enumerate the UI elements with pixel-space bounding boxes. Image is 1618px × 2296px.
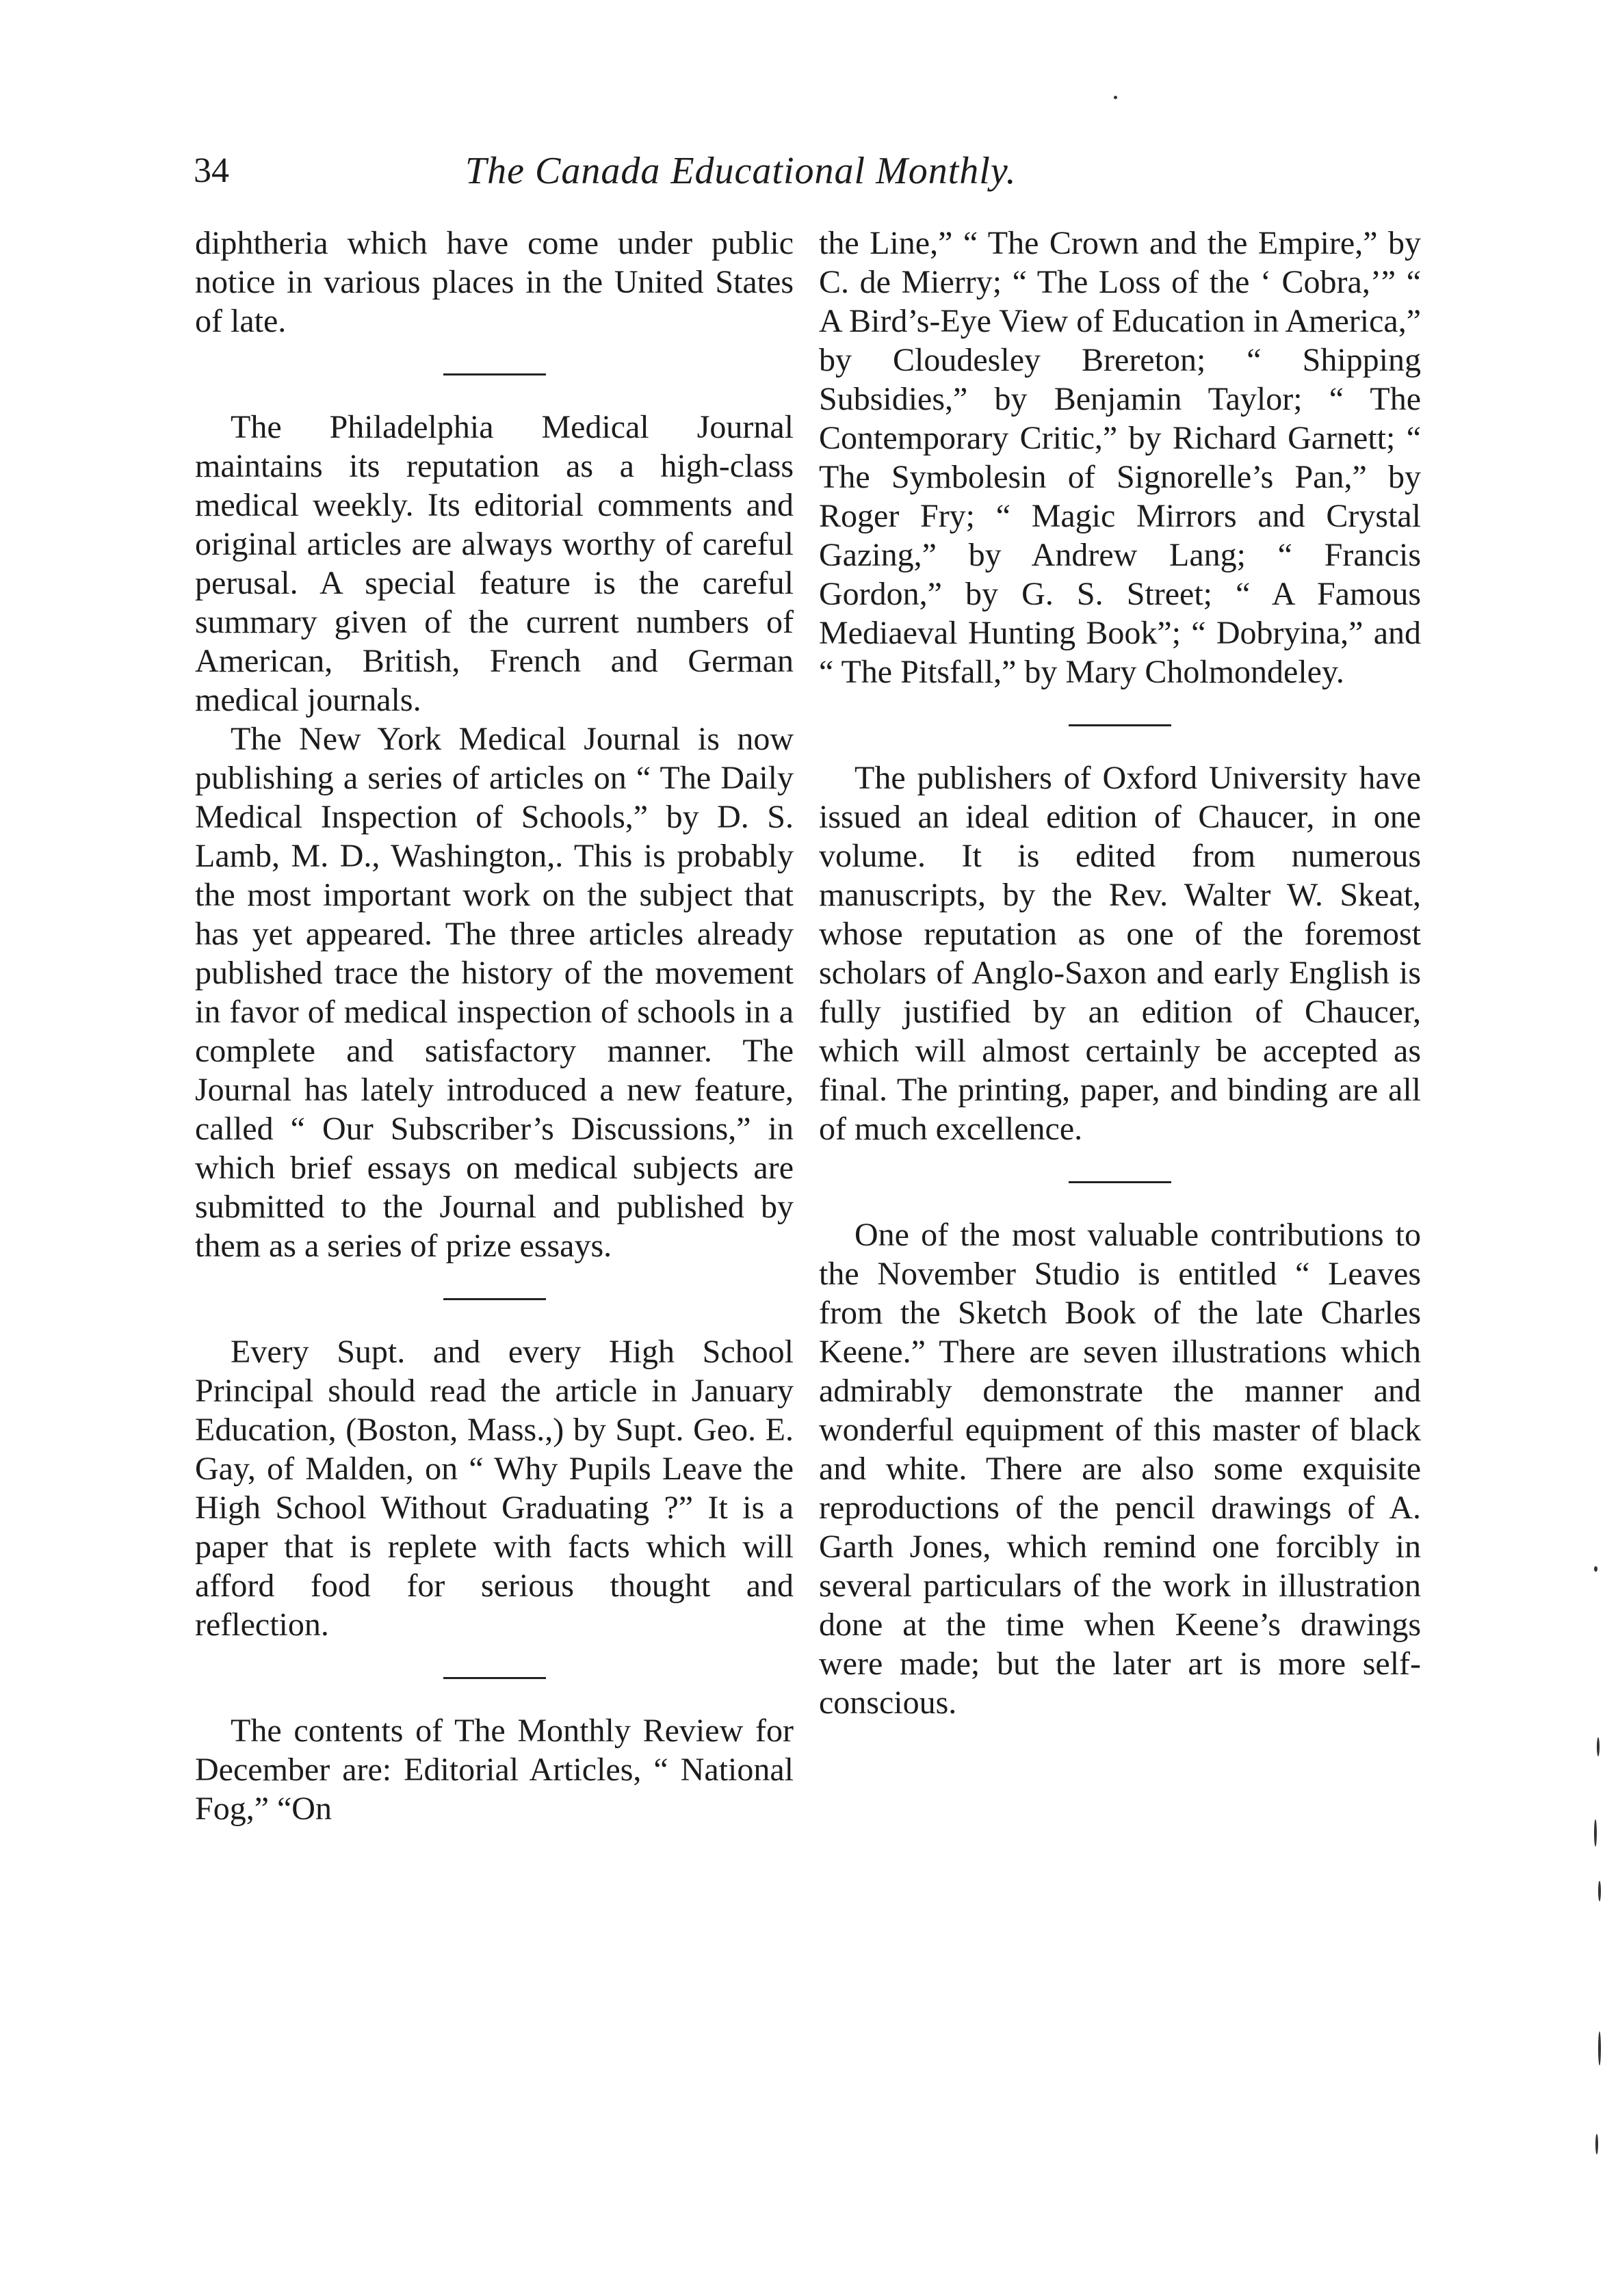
section-divider <box>443 1298 546 1300</box>
paragraph-studio-keene: One of the most valuable contributions to the November Studio is entitled “ Leaves from the Sketch Book of the late Charles Keene.” There are seven illustrations which admirably demonstrate the manner and wonderful equipment of this master of black and white. There are also some exquisite reproductions of the pencil drawings of A. Garth Jones, which remind one forcibly in several particulars of the work in illustration done at the time when Keene’s drawings were made; but the later art is more self-conscious. <box>819 1217 1421 1721</box>
scan-speck <box>1594 1566 1597 1572</box>
left-column <box>195 224 794 1828</box>
section-divider <box>1069 724 1171 726</box>
scan-speck <box>1594 1819 1597 1847</box>
paragraph-monthly-review-continued: the Line,” “ The Crown and the Empire,” by C. de Mierry; “ The Loss of the ‘ Cobra,’” “ A Bird’s-Eye View of Education in America,” by Cloudesley Brereton; “ Shipping Subsidies,” by Benjamin Taylor; “ The Contemporary Critic,” by Richard Garnett; “ The Symbolesin of Signorelle’s Pan,” by Roger Fry; “ Magic Mirrors and Crystal Gazing,” by Andrew Lang; “ Francis Gordon,” by G. S. Street; “ A Famous Mediaeval Hunting Book”; “ Dobryina,” and “ The Pitsfall,” by Mary Cholmondeley. <box>819 225 1422 690</box>
page-number: 34 <box>194 151 229 190</box>
scan-speck <box>1598 2031 1601 2066</box>
scan-speck <box>1597 1737 1600 1756</box>
section-divider <box>443 373 546 375</box>
right-column <box>819 224 1421 1722</box>
paragraph-high-school-principal: Every Supt. and every High School Principal should read the article in January Education, (Boston, Mass.,) by Supt. Geo. E. Gay, of Malden, on “ Why Pupils Leave the High School Without Graduating ?” It is a paper that is replete with facts which will afford food for serious thought and reflection. <box>195 1334 794 1643</box>
section-divider <box>1069 1181 1171 1183</box>
scan-speck <box>1598 1881 1601 1901</box>
paragraph-new-york-medical-journal: The New York Medical Journal is now publishing a series of articles on “ The Daily Medical Inspection of Schools,” by D. S. Lamb, M. D., Washington,. This is probably the most important work on the subject that has yet appeared. The three articles already published trace the history of the movement in favor of medical inspection of schools in a complete and satisfactory manner. The Journal has lately introduced a new feature, called “ Our Subscriber’s Discussions,” in which brief essays on medical subjects are submitted to the Journal and published by them as a series of prize essays. <box>195 721 794 1264</box>
paragraph-philadelphia-medical-journal: The Philadelphia Medical Journal maintains its reputation as a high-class medical weekly. Its editorial comments and original articles are always worthy of careful perusal. A special feature is the careful summary given of the current numbers of American, British, French and German medical journals. <box>195 409 794 718</box>
scan-speck <box>1595 2134 1598 2154</box>
running-head: The Canada Educational Monthly. <box>465 150 1017 192</box>
scan-speck <box>1114 96 1117 99</box>
section-divider <box>443 1677 546 1679</box>
paragraph-diphtheria-continued: diphtheria which have come under public notice in various places in the United States of late. <box>195 225 794 339</box>
paragraph-oxford-chaucer: The publishers of Oxford University have issued an ideal edition of Chaucer, in one volume. It is edited from numerous manuscripts, by the Rev. Walter W. Skeat, whose reputation as one of the foremost scholars of Anglo-Saxon and early English is fully justified by an edition of Chaucer, which will almost certainly be accepted as final. The printing, paper, and binding are all of much excellence. <box>819 760 1421 1147</box>
paragraph-monthly-review: The contents of The Monthly Review for December are: Editorial Articles, “ National Fog,” “On <box>195 1713 794 1827</box>
